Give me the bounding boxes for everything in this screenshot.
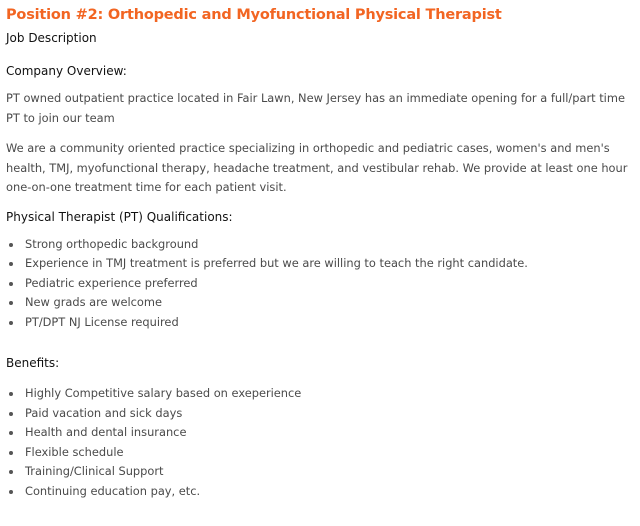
list-item-text: Strong orthopedic background [25, 236, 199, 251]
bullet-icon [9, 321, 13, 325]
bullet-icon [9, 392, 13, 396]
list-item [6, 274, 636, 294]
bullet-icon [9, 451, 13, 455]
list-item-text: Experience in TMJ treatment is preferred but we are willing to teach the right candidate. [25, 256, 528, 270]
list-item-text: Training/Clinical Support [25, 464, 164, 478]
list-item-text: New grads are welcome [25, 295, 163, 309]
list-item [6, 384, 636, 404]
list-item-text: Continuing education pay, etc. [25, 483, 201, 498]
list-item [6, 254, 636, 274]
list-item [6, 235, 636, 255]
list-item-text: Highly Competitive salary based on exeperience [25, 386, 302, 400]
bullet-icon [9, 490, 13, 494]
benefits-list [6, 384, 636, 501]
bullet-icon [9, 470, 13, 474]
bullet-icon [9, 431, 13, 435]
practice-description-paragraph: We are a community oriented practice specializing in orthopedic and pediatric cases, women's and men's health, TMJ, myofunctional therapy, headache treatment, and vestibular rehab. We provide at least one hour one-on-one treatment time for each patient visit. [6, 141, 628, 194]
page-title: Position #2: Orthopedic and Myofunctional Physical Therapist [6, 7, 502, 23]
list-item [6, 313, 636, 333]
job-posting [6, 5, 636, 501]
company-overview-heading: Company Overview: [6, 64, 127, 78]
benefits-heading: Benefits: [6, 356, 60, 370]
list-item-text: Flexible schedule [25, 444, 124, 459]
bullet-icon [9, 282, 13, 286]
bullet-icon [9, 301, 13, 305]
qualifications-list [6, 235, 636, 333]
list-item [6, 443, 636, 463]
list-item [6, 423, 636, 443]
list-item-text: PT/DPT NJ License required [25, 314, 179, 329]
bullet-icon [9, 412, 13, 416]
company-overview-paragraph: PT owned outpatient practice located in Fair Lawn, New Jersey has an immediate opening for a full/part time PT to join our team [6, 91, 625, 125]
list-item [6, 293, 636, 313]
list-item [6, 482, 636, 502]
list-item-text: Paid vacation and sick days [25, 405, 183, 420]
list-item-text: Health and dental insurance [25, 425, 187, 439]
bullet-icon [9, 262, 13, 266]
list-item [6, 404, 636, 424]
list-item [6, 462, 636, 482]
qualifications-heading: Physical Therapist (PT) Qualifications: [6, 209, 233, 224]
job-description-heading: Job Description [6, 31, 97, 45]
bullet-icon [9, 243, 13, 247]
list-item-text: Pediatric experience preferred [25, 275, 198, 290]
